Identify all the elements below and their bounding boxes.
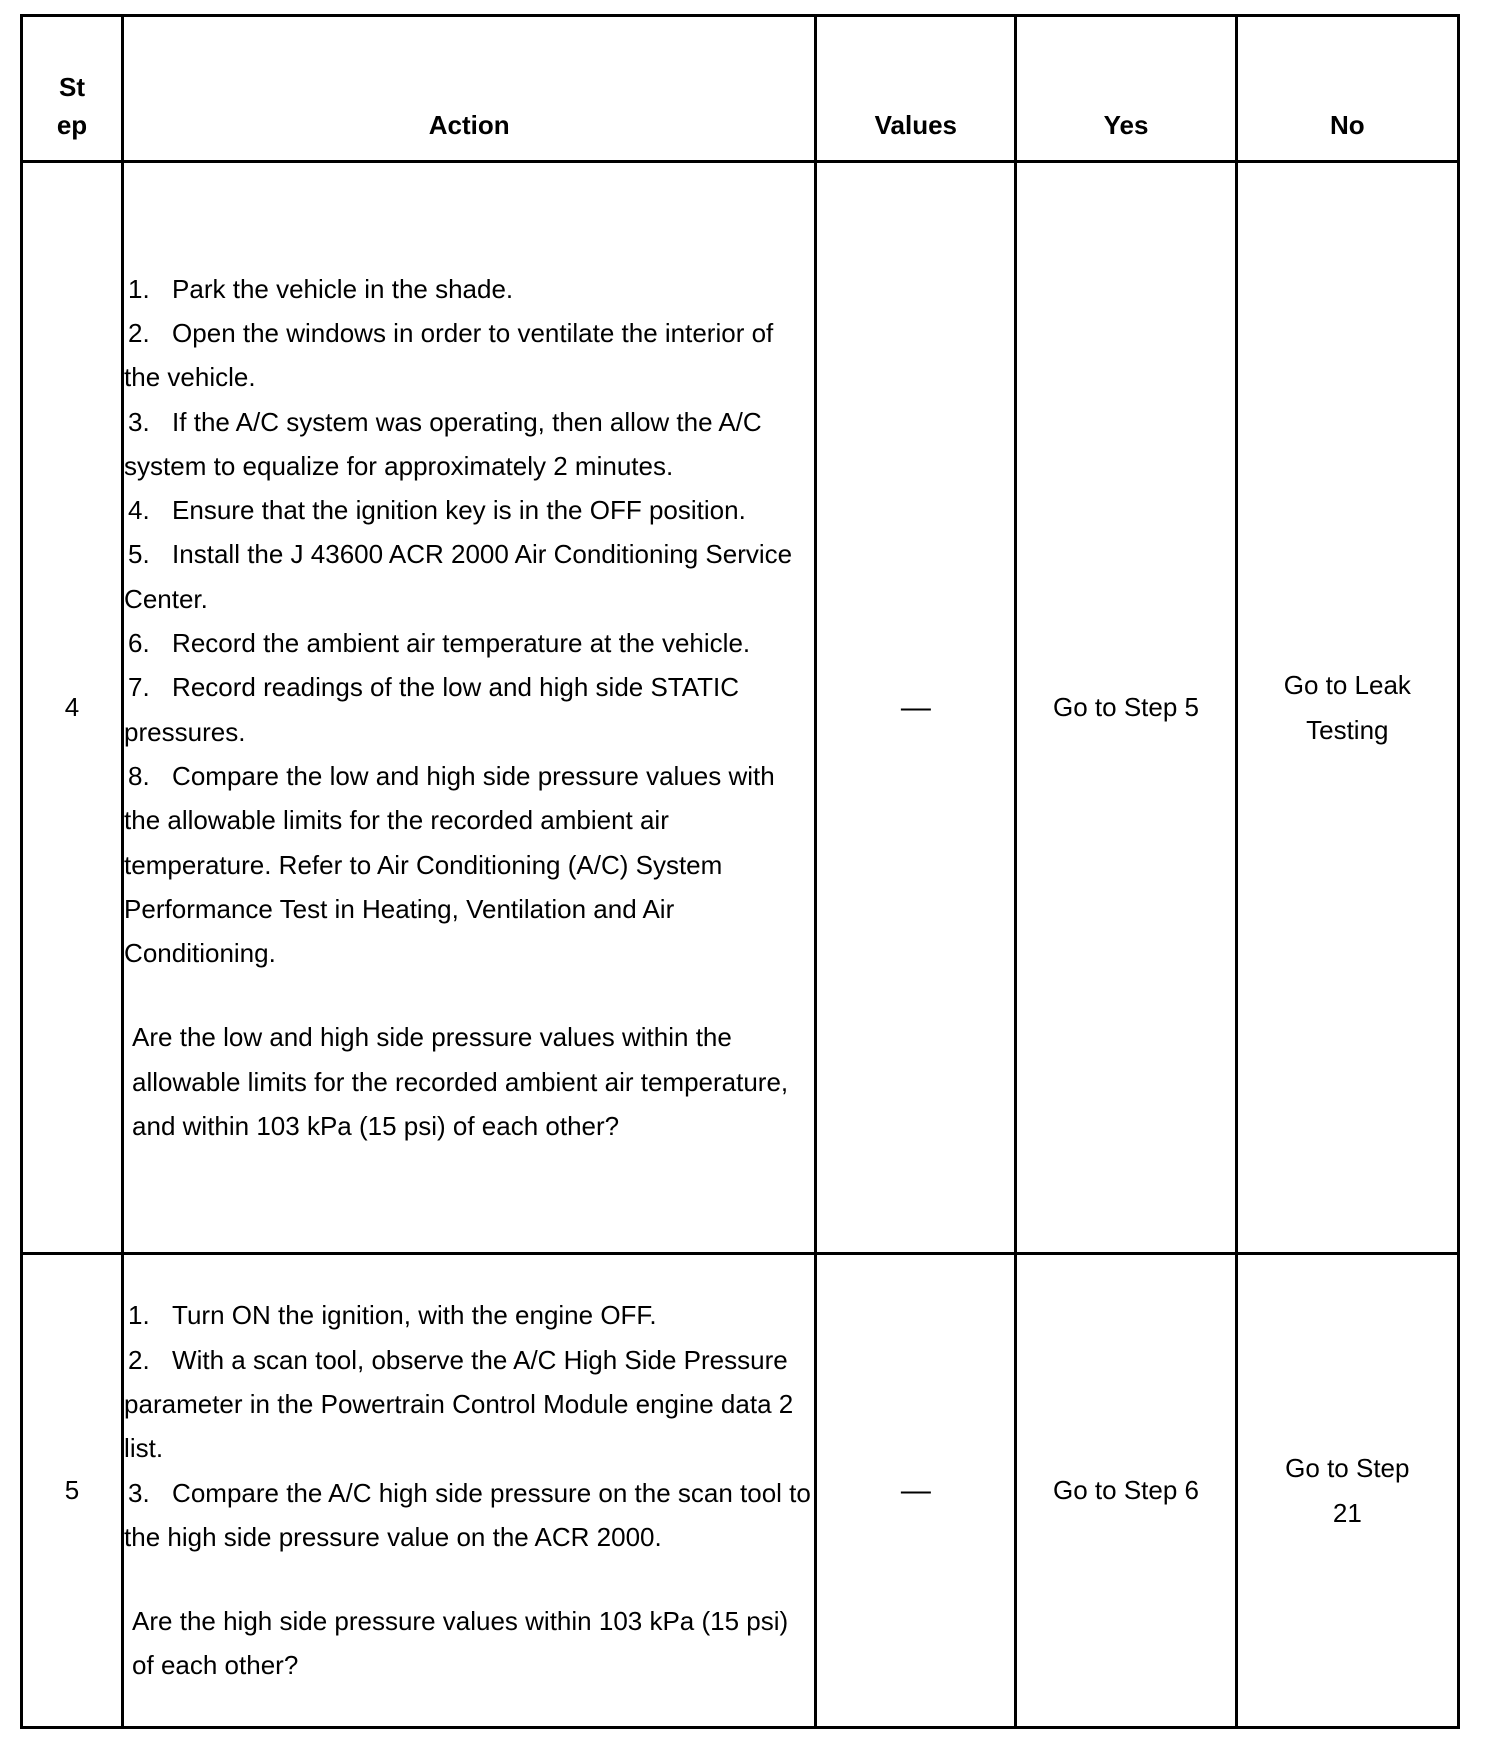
no-cell: Go to Step 21: [1236, 1254, 1458, 1728]
action-item: 7. Record readings of the low and high side STATIC pressures.: [124, 672, 740, 747]
header-action: Action: [123, 16, 816, 162]
diagnostic-table: [20, 14, 1460, 1729]
table-row-step-5: [22, 1254, 1459, 1728]
header-values: Values: [816, 16, 1016, 162]
action-item: 8. Compare the low and high side pressure values with the allowable limits for the recorded ambient air temperature. Refer to Air Conditioning (A/C) System Performance Test in Heating, Ventilation and Air Conditioning.: [124, 760, 775, 969]
action-item: 2. Open the windows in order to ventilate the interior of the vehicle.: [124, 317, 774, 393]
step-number: 4: [22, 162, 123, 1254]
yes-cell: Go to Step 5: [1016, 162, 1236, 1254]
action-question: Are the high side pressure values within 103 kPa (15 psi) of each other?: [132, 1606, 789, 1681]
header-step: St ep: [22, 16, 123, 162]
step-number: 5: [22, 1254, 123, 1728]
action-cell: [123, 1254, 816, 1728]
yes-cell: Go to Step 6: [1016, 1254, 1236, 1728]
table-row-step-4: [22, 162, 1459, 1254]
action-item: 2. With a scan tool, observe the A/C High Side Pressure parameter in the Powertrain Control Module engine data 2 list.: [124, 1344, 794, 1464]
action-item: 3. Compare the A/C high side pressure on the scan tool to the high side pressure value on the ACR 2000.: [124, 1477, 811, 1552]
action-question: Are the low and high side pressure values within the allowable limits for the recorded ambient air temperature, and within 103 kPa (15 psi) of each other?: [132, 1022, 789, 1142]
action-item: 3. If the A/C system was operating, then allow the A/C system to equalize for approximately 2 minutes.: [124, 406, 762, 481]
action-item: 6. Record the ambient air temperature at the vehicle.: [128, 628, 751, 659]
table-header-row: [22, 16, 1459, 162]
action-item: 1. Turn ON the ignition, with the engine OFF.: [128, 1300, 657, 1331]
action-item: 5. Install the J 43600 ACR 2000 Air Conditioning Service Center.: [124, 539, 793, 614]
no-cell: Go to Leak Testing: [1236, 162, 1458, 1254]
action-item: 4. Ensure that the ignition key is in the OFF position.: [128, 495, 746, 526]
header-yes: Yes: [1016, 16, 1236, 162]
action-item: 1. Park the vehicle in the shade.: [128, 273, 514, 304]
values-cell: —: [816, 162, 1016, 1254]
header-no: No: [1236, 16, 1458, 162]
values-cell: —: [816, 1254, 1016, 1728]
action-cell: [123, 162, 816, 1254]
